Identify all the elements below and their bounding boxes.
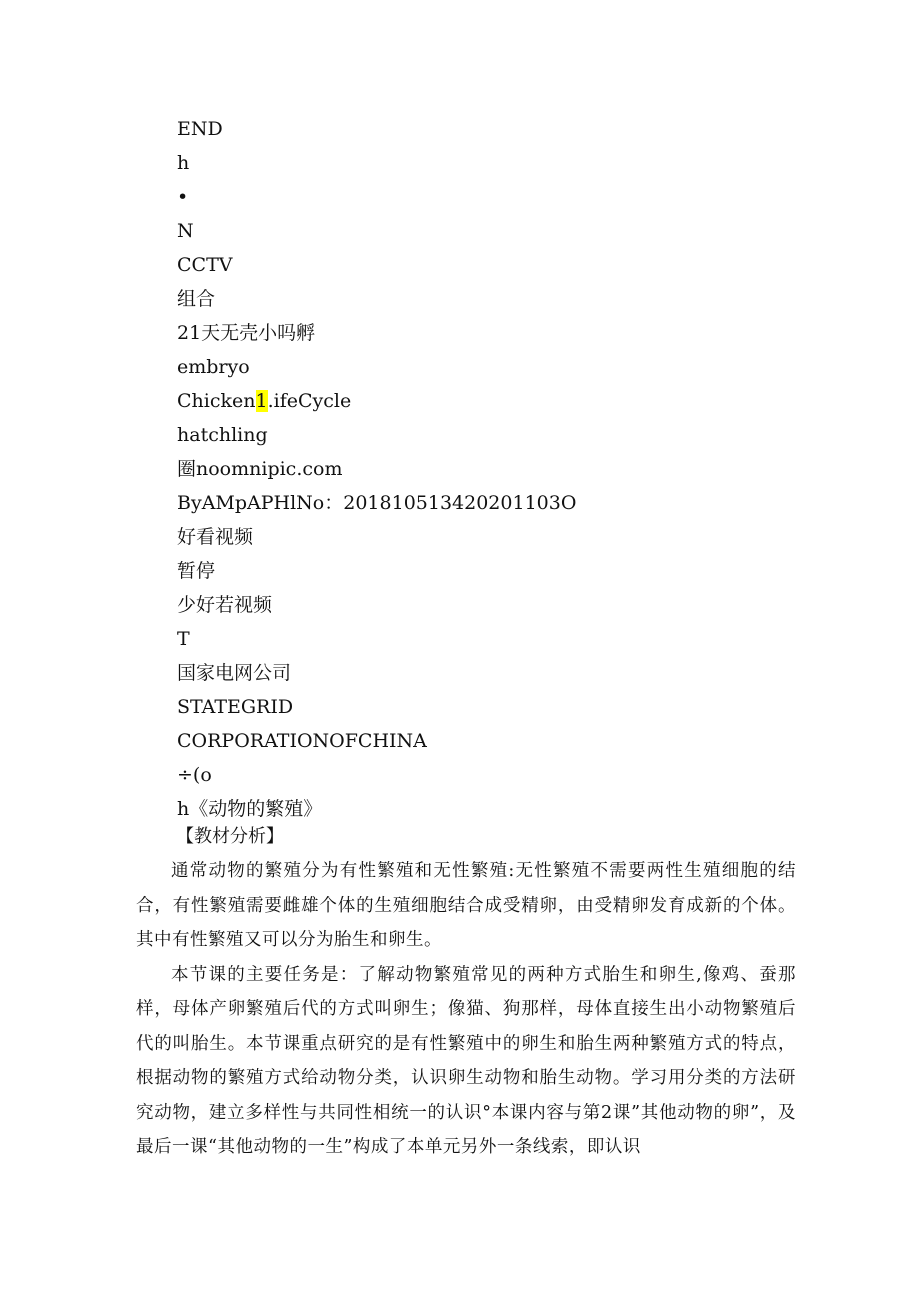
text-line: hatchling	[177, 424, 268, 446]
text-line: h	[177, 152, 190, 174]
text-line: END	[177, 118, 223, 140]
section-heading: 【教材分析】	[176, 826, 284, 847]
life-cycle-text: .ifeCycle	[267, 390, 352, 412]
chicken-life-cycle-line	[177, 384, 797, 418]
chicken-text: Chicken	[177, 390, 256, 412]
textbook-analysis-section	[136, 820, 796, 1165]
text-line: 国家电网公司	[177, 662, 292, 684]
text-line: 21天无壳小吗孵	[177, 322, 316, 344]
text-line: ByAMpAPHlNo：201810513420201103O	[177, 492, 577, 514]
lesson-title: h《动物的繁殖》	[177, 798, 323, 820]
paragraph: 本节课的主要任务是：了解动物繁殖常见的两种方式胎生和卵生,像鸡、蚕那样，母体产卵繁殖后代的方式叫卵生；像猫、狗那样，母体直接生出小动物繁殖后代的叫胎生。本节课重点研究的是有性繁殖中的卵生和胎生两种繁殖方式的特点，根据动物的繁殖方式给动物分类，认识卵生动物和胎生动物。学习用分类的方法研究动物，建立多样性与共同性相统一的认识°本课内容与第2课”其他动物的卵”，及最后一课“其他动物的一生”构成了本单元另外一条线索，即认识	[136, 964, 796, 1157]
text-line: N	[177, 220, 194, 242]
text-line: T	[177, 628, 190, 650]
text-line: CORPORATIONOFCHINA	[177, 730, 427, 752]
text-line: 少好若视频	[177, 594, 273, 616]
text-line: •	[177, 186, 189, 208]
text-line: ÷(o	[177, 764, 212, 786]
text-line: CCTV	[177, 254, 233, 276]
text-line: 好看视频	[177, 526, 254, 548]
text-line: STATEGRID	[177, 696, 294, 718]
text-line: 暂停	[177, 560, 216, 582]
highlighted-text: 1	[255, 390, 268, 412]
extracted-text-lines	[177, 112, 797, 826]
text-line: 组合	[177, 288, 216, 310]
text-line: embryo	[177, 356, 250, 378]
text-line: 圈noomnipic.com	[177, 458, 343, 480]
paragraph: 通常动物的繁殖分为有性繁殖和无性繁殖:无性繁殖不需要两性生殖细胞的结合，有性繁殖需要雌雄个体的生殖细胞结合成受精卵，由受精卵发育成新的个体。其中有性繁殖又可以分为胎生和卵生。	[136, 861, 796, 950]
